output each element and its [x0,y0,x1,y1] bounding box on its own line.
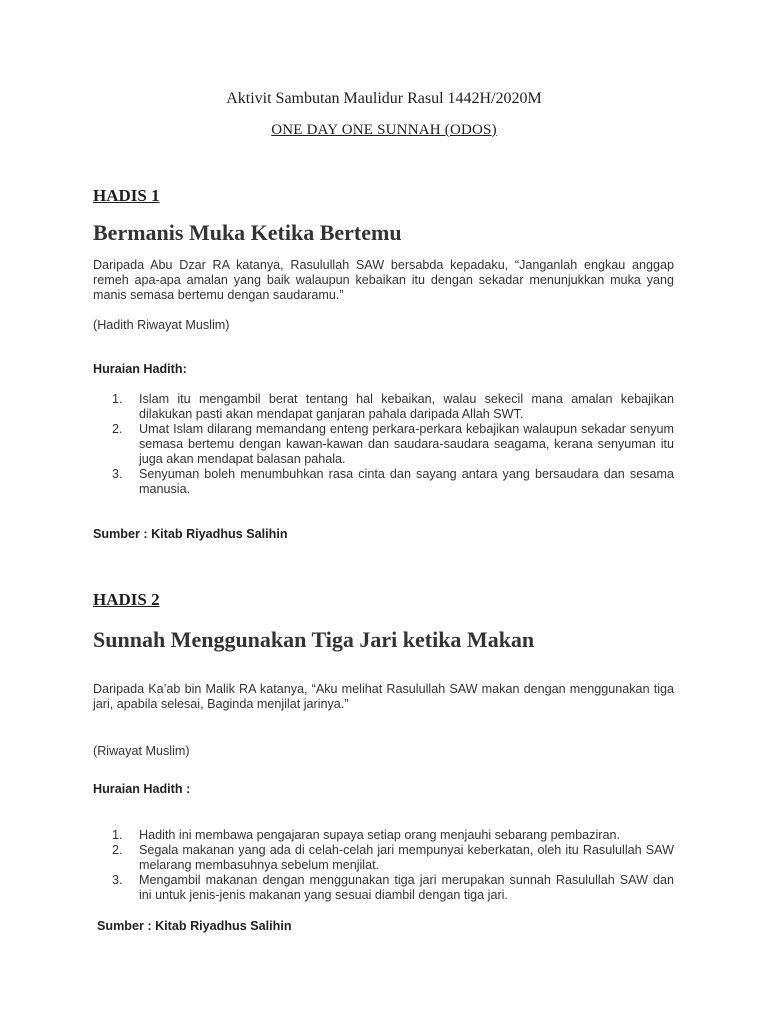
list-item [112,843,674,873]
list-item [112,422,674,467]
list-number: 3. [112,873,123,887]
list-number: 2. [112,843,123,857]
hadis-2-sumber: Sumber : Kitab Riyadhus Salihin [97,919,292,933]
list-number: 1. [112,392,123,406]
list-item [112,392,674,422]
hadis-2-points [112,828,674,903]
list-item [112,828,674,843]
list-number: 1. [112,828,123,842]
list-number: 2. [112,422,123,436]
hadis-1-text: Daripada Abu Dzar RA katanya, Rasulullah SAW bersabda kepadaku, “Janganlah engkau anggap remeh apa-apa amalan yang baik walaupun kebaikan itu dengan sekadar menunjukkan muka yang manis semasa bertemu dengan saudaramu.” [93,258,674,302]
hadis-1-points [112,392,674,497]
list-item-text: Hadith ini membawa pengajaran supaya setiap orang menjauhi sebarang pembaziran. [139,828,620,842]
hadis-2-text: Daripada Ka’ab bin Malik RA katanya, “Aku melihat Rasulullah SAW makan dengan menggunakan tiga jari, apabila selesai, Baginda menjilat jarinya.” [93,682,674,711]
list-item-text: Segala makanan yang ada di celah-celah jari mempunyai keberkatan, oleh itu Rasulullah SAW melarang membasuhnya sebelum menjilat. [139,843,674,872]
hadis-1-label: HADIS 1 [93,186,160,205]
hadis-2-huraian-label: Huraian Hadith : [93,782,191,796]
hadis-1-huraian-label: Huraian Hadith: [93,362,187,376]
list-item [112,467,674,497]
document-title: Aktivit Sambutan Maulidur Rasul 1442H/2020M [226,90,542,107]
list-number: 3. [112,467,123,481]
list-item [112,873,674,903]
hadis-2-label: HADIS 2 [93,590,160,609]
list-item-text: Islam itu mengambil berat tentang hal kebaikan, walau sekecil mana amalan kebajikan dilakukan pasti akan mendapat ganjaran pahala daripada Allah SWT. [139,392,674,421]
hadis-1-sumber: Sumber : Kitab Riyadhus Salihin [93,527,288,541]
hadis-1-heading: Bermanis Muka Ketika Bertemu [93,220,402,245]
hadis-2-narration: (Riwayat Muslim) [93,744,190,758]
hadis-2-heading: Sunnah Menggunakan Tiga Jari ketika Makan [93,627,535,652]
list-item-text: Mengambil makanan dengan menggunakan tiga jari merupakan sunnah Rasulullah SAW dan ini untuk jenis-jenis makanan yang sesuai diambil dengan tiga jari. [139,873,674,902]
list-item-text: Umat Islam dilarang memandang enteng perkara-perkara kebajikan walaupun sekadar senyum semasa bertemu dengan kawan-kawan dan saudara-saudara seagama, kerana senyuman itu juga akan mendapat balasan pahala. [139,422,674,466]
document-subtitle: ONE DAY ONE SUNNAH (ODOS) [271,122,497,138]
hadis-1-narration: (Hadith Riwayat Muslim) [93,318,230,332]
list-item-text: Senyuman boleh menumbuhkan rasa cinta dan sayang antara yang bersaudara dan sesama manusia. [139,467,674,496]
